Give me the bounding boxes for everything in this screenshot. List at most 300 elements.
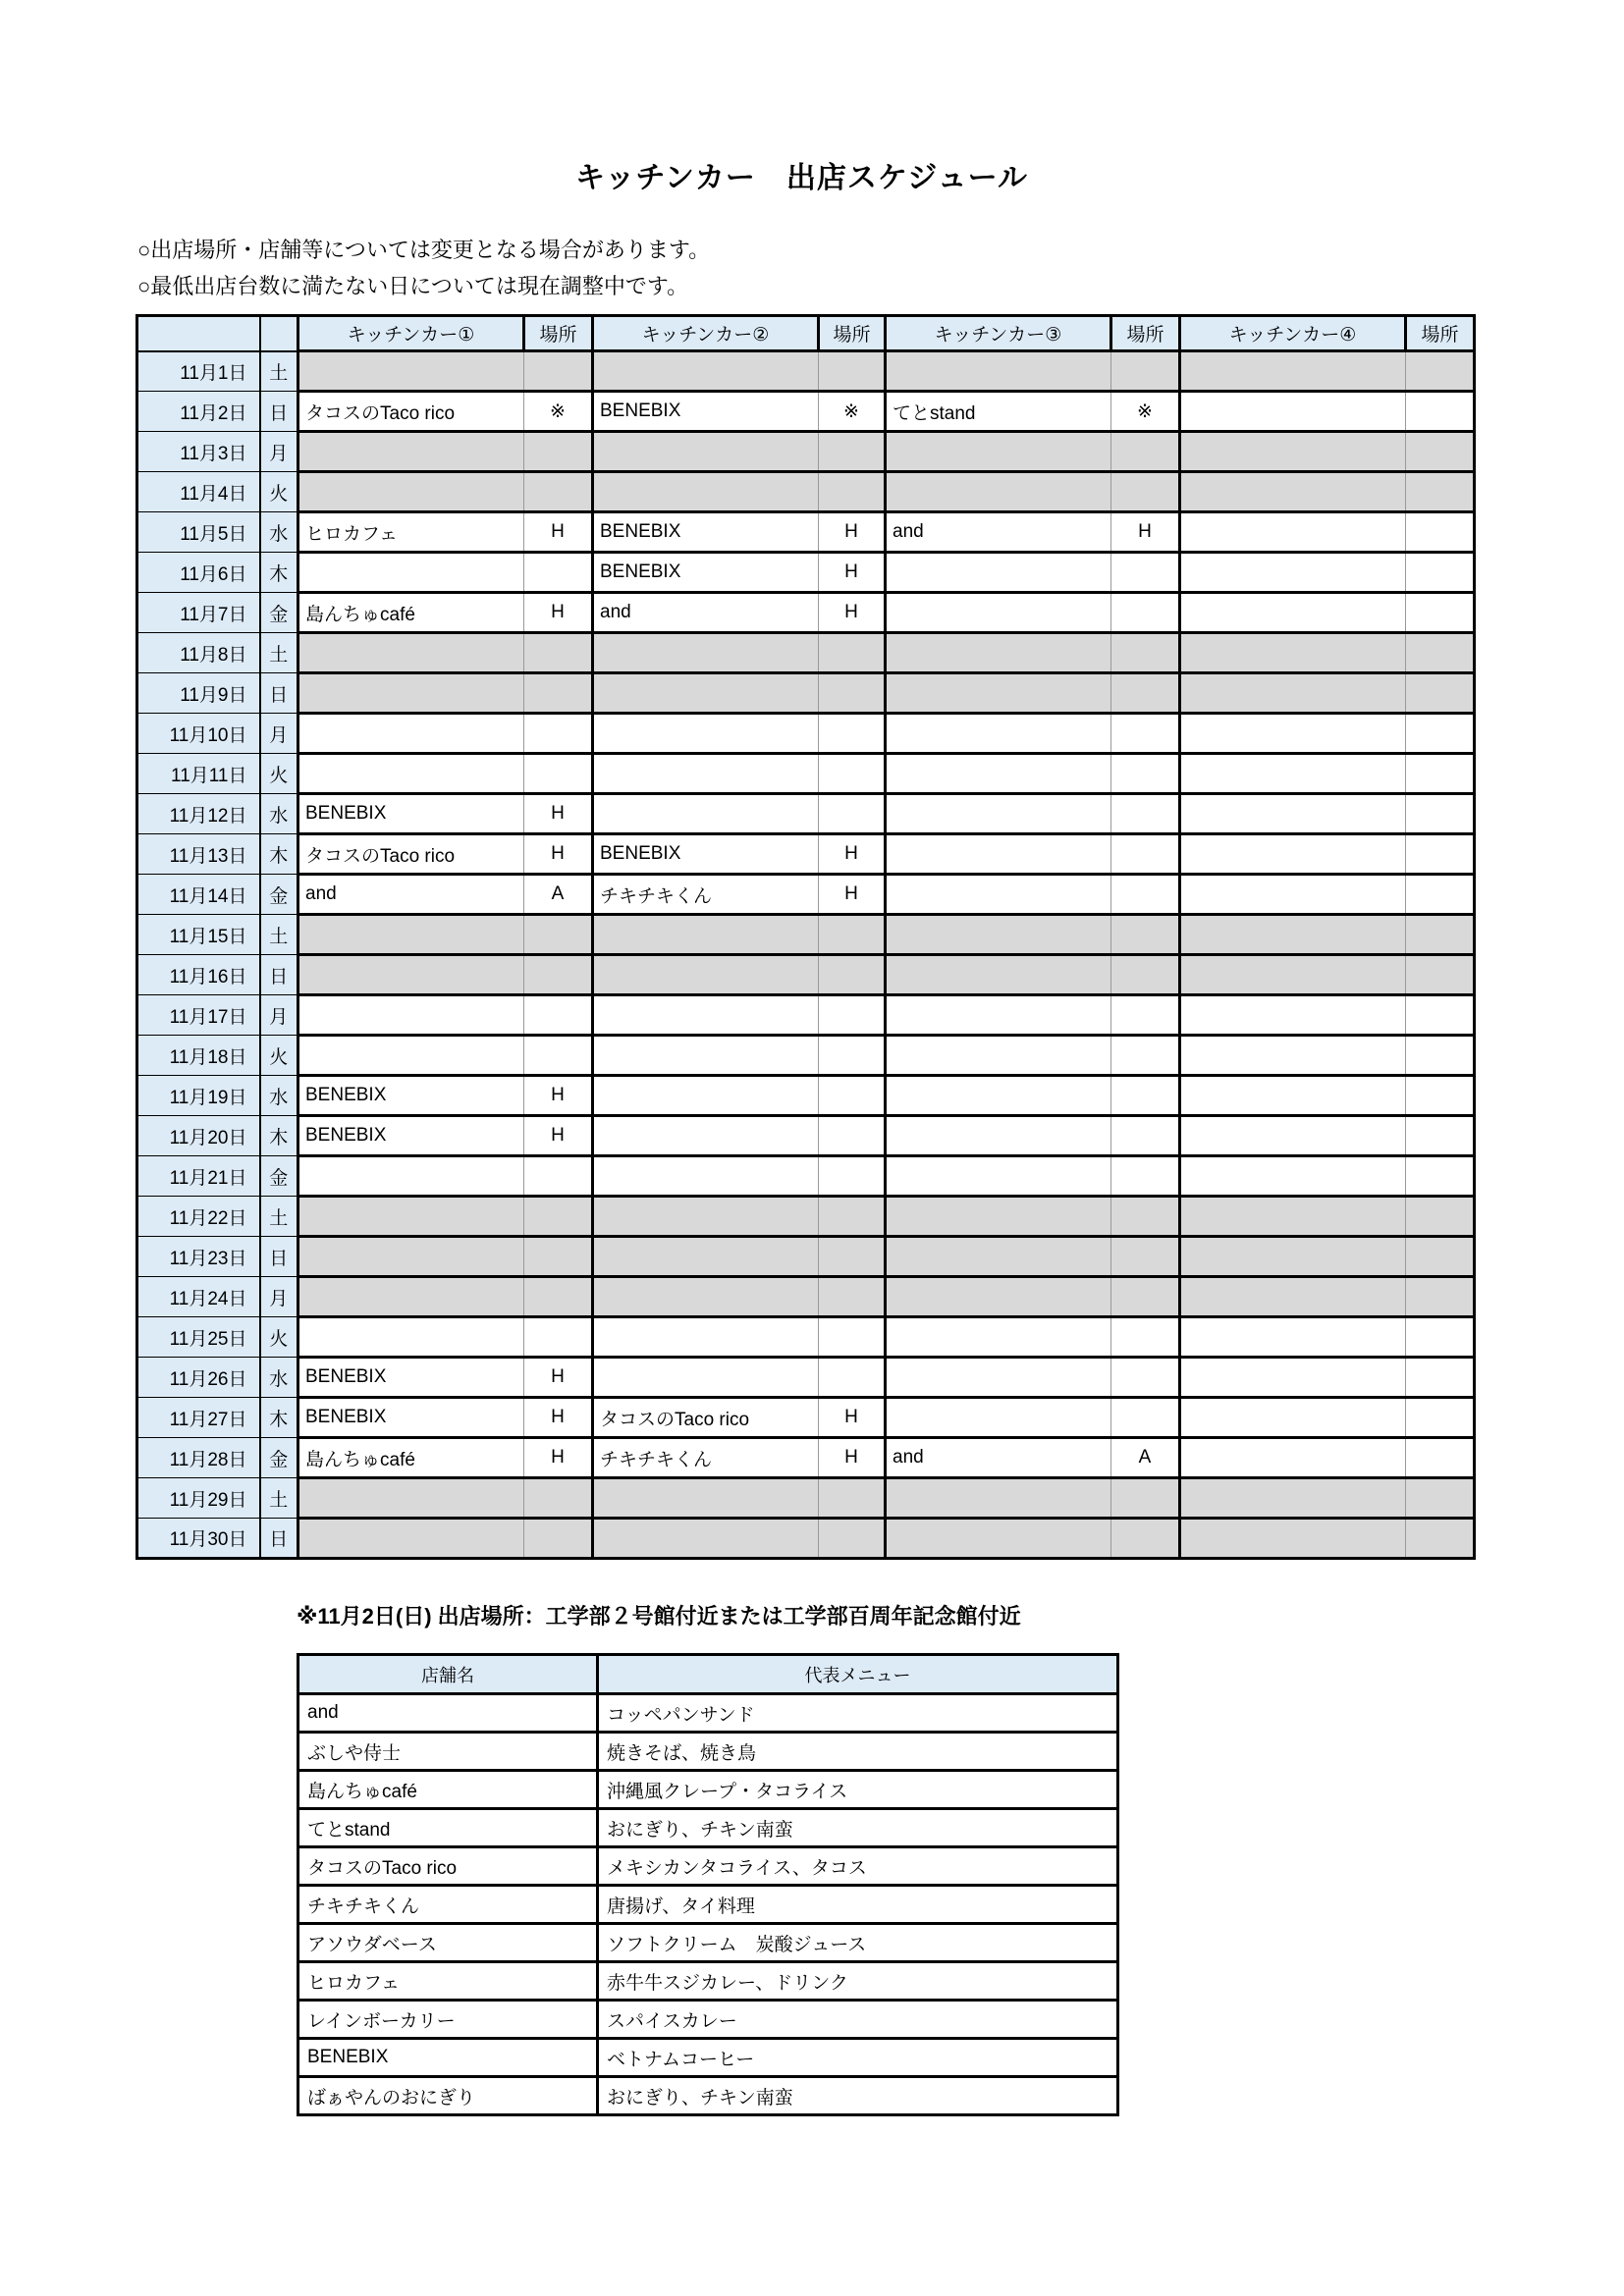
location-cell-2 (819, 1277, 886, 1317)
kitchen-cell-2: BENEBIX (593, 392, 819, 432)
kitchen-cell-4 (1180, 915, 1406, 955)
location-cell-2: H (819, 593, 886, 633)
shop-row (298, 1733, 1118, 1771)
shop-row (298, 1694, 1118, 1733)
location-cell-2 (819, 472, 886, 512)
kitchen-cell-3 (886, 553, 1111, 593)
location-cell-4 (1406, 1317, 1475, 1358)
location-cell-3 (1111, 714, 1180, 754)
shop-menu-cell: ソフトクリーム 炭酸ジュース (598, 1924, 1118, 1962)
kitchen-cell-3: and (886, 512, 1111, 553)
kitchen-cell-3 (886, 1036, 1111, 1076)
shop-name-cell: ぶしや侍士 (298, 1733, 598, 1771)
location-cell-4 (1406, 392, 1475, 432)
shop-menu-cell: 焼きそば、焼き鳥 (598, 1733, 1118, 1771)
location-cell-3 (1111, 1076, 1180, 1116)
kitchen-cell-4 (1180, 553, 1406, 593)
kitchen-cell-2: BENEBIX (593, 512, 819, 553)
page-title: キッチンカー 出店スケジュール (574, 162, 1029, 194)
location-cell-3 (1111, 1197, 1180, 1237)
day-cell: 水 (260, 794, 298, 834)
day-cell: 日 (260, 673, 298, 714)
date-cell: 11月30日 (137, 1519, 260, 1559)
kitchen-cell-4 (1180, 875, 1406, 915)
location-cell-1: H (524, 834, 593, 875)
shop-menu-cell: 沖縄風クレープ・タコライス (598, 1771, 1118, 1809)
location-cell-3 (1111, 553, 1180, 593)
location-cell-1: H (524, 1438, 593, 1478)
kitchen-cell-3 (886, 1398, 1111, 1438)
kitchen-cell-4 (1180, 472, 1406, 512)
kitchen-cell-4 (1180, 1277, 1406, 1317)
location-cell-2 (819, 915, 886, 955)
location-cell-3 (1111, 1358, 1180, 1398)
location-cell-1 (524, 1317, 593, 1358)
location-cell-3 (1111, 593, 1180, 633)
kitchen-cell-4 (1180, 995, 1406, 1036)
shop-menu-cell: ベトナムコーヒー (598, 2039, 1118, 2077)
location-cell-1 (524, 1277, 593, 1317)
date-cell: 11月19日 (137, 1076, 260, 1116)
schedule-row (137, 1197, 1475, 1237)
location-cell-3 (1111, 1116, 1180, 1156)
date-cell: 11月11日 (137, 754, 260, 794)
location-cell-3: ※ (1111, 392, 1180, 432)
header-kitchen-2: キッチンカー② (593, 316, 819, 351)
location-cell-1 (524, 1237, 593, 1277)
kitchen-cell-2 (593, 1197, 819, 1237)
kitchen-cell-1 (298, 633, 524, 673)
header-date-blank (137, 316, 260, 351)
day-cell: 月 (260, 714, 298, 754)
location-cell-4 (1406, 472, 1475, 512)
shop-table (297, 1653, 1119, 2116)
shop-row (298, 1924, 1118, 1962)
location-cell-3 (1111, 1317, 1180, 1358)
day-cell: 金 (260, 593, 298, 633)
shop-row (298, 1847, 1118, 1886)
date-cell: 11月9日 (137, 673, 260, 714)
location-cell-1 (524, 1197, 593, 1237)
kitchen-cell-4 (1180, 1036, 1406, 1076)
kitchen-cell-1: BENEBIX (298, 1076, 524, 1116)
schedule-row (137, 1398, 1475, 1438)
header-kitchen-1: キッチンカー① (298, 316, 524, 351)
kitchen-cell-1 (298, 1519, 524, 1559)
shop-row (298, 2077, 1118, 2115)
location-cell-1 (524, 553, 593, 593)
kitchen-cell-1: BENEBIX (298, 794, 524, 834)
kitchen-cell-1 (298, 1277, 524, 1317)
location-cell-1 (524, 955, 593, 995)
date-cell: 11月8日 (137, 633, 260, 673)
location-cell-3 (1111, 834, 1180, 875)
location-cell-4 (1406, 875, 1475, 915)
location-cell-1: H (524, 1358, 593, 1398)
shop-row (298, 1771, 1118, 1809)
kitchen-cell-3 (886, 593, 1111, 633)
day-cell: 火 (260, 754, 298, 794)
kitchen-cell-4 (1180, 1438, 1406, 1478)
location-cell-3 (1111, 351, 1180, 392)
kitchen-cell-1: タコスのTaco rico (298, 834, 524, 875)
location-cell-3 (1111, 1519, 1180, 1559)
location-cell-2 (819, 1197, 886, 1237)
kitchen-cell-4 (1180, 1317, 1406, 1358)
kitchen-cell-2 (593, 995, 819, 1036)
day-cell: 水 (260, 1076, 298, 1116)
kitchen-cell-1 (298, 432, 524, 472)
schedule-row (137, 995, 1475, 1036)
kitchen-cell-4 (1180, 955, 1406, 995)
location-cell-1 (524, 1036, 593, 1076)
kitchen-cell-3 (886, 995, 1111, 1036)
kitchen-cell-4 (1180, 1398, 1406, 1438)
date-cell: 11月4日 (137, 472, 260, 512)
kitchen-cell-3 (886, 794, 1111, 834)
shop-menu-cell: メキシカンタコライス、タコス (598, 1847, 1118, 1886)
location-cell-1: A (524, 875, 593, 915)
kitchen-cell-1: 島んちゅcafé (298, 1438, 524, 1478)
location-cell-2 (819, 714, 886, 754)
header-location-2: 場所 (819, 316, 886, 351)
date-cell: 11月29日 (137, 1478, 260, 1519)
location-cell-4 (1406, 754, 1475, 794)
day-cell: 土 (260, 1478, 298, 1519)
shop-name-cell: ヒロカフェ (298, 1962, 598, 2001)
kitchen-cell-4 (1180, 392, 1406, 432)
kitchen-cell-1 (298, 714, 524, 754)
date-cell: 11月15日 (137, 915, 260, 955)
kitchen-cell-1 (298, 995, 524, 1036)
day-cell: 日 (260, 392, 298, 432)
location-cell-2 (819, 1237, 886, 1277)
day-cell: 土 (260, 915, 298, 955)
location-cell-4 (1406, 633, 1475, 673)
date-cell: 11月20日 (137, 1116, 260, 1156)
date-cell: 11月10日 (137, 714, 260, 754)
kitchen-cell-1 (298, 1478, 524, 1519)
date-cell: 11月22日 (137, 1197, 260, 1237)
kitchen-cell-3 (886, 1237, 1111, 1277)
schedule-row (137, 1438, 1475, 1478)
footnote-nov2-location: ※11月2日(日) 出店場所：工学部２号館付近または工学部百周年記念館付近 (297, 1604, 1021, 1629)
kitchen-cell-4 (1180, 1197, 1406, 1237)
shop-name-cell: レインボーカリー (298, 2001, 598, 2039)
kitchen-cell-3 (886, 754, 1111, 794)
schedule-row (137, 1237, 1475, 1277)
day-cell: 木 (260, 553, 298, 593)
location-cell-4 (1406, 1237, 1475, 1277)
date-cell: 11月14日 (137, 875, 260, 915)
date-cell: 11月21日 (137, 1156, 260, 1197)
schedule-row (137, 673, 1475, 714)
location-cell-4 (1406, 995, 1475, 1036)
location-cell-1 (524, 472, 593, 512)
kitchen-cell-2: タコスのTaco rico (593, 1398, 819, 1438)
schedule-row (137, 714, 1475, 754)
location-cell-4 (1406, 1358, 1475, 1398)
day-cell: 金 (260, 1438, 298, 1478)
location-cell-3 (1111, 673, 1180, 714)
shop-row (298, 1809, 1118, 1847)
kitchen-cell-1 (298, 915, 524, 955)
location-cell-3: A (1111, 1438, 1180, 1478)
kitchen-cell-4 (1180, 593, 1406, 633)
day-cell: 日 (260, 1519, 298, 1559)
location-cell-4 (1406, 1076, 1475, 1116)
location-cell-1: H (524, 512, 593, 553)
schedule-row (137, 1036, 1475, 1076)
kitchen-cell-4 (1180, 673, 1406, 714)
location-cell-1 (524, 754, 593, 794)
location-cell-3 (1111, 633, 1180, 673)
kitchen-cell-1: and (298, 875, 524, 915)
kitchen-cell-4 (1180, 754, 1406, 794)
kitchen-cell-2: チキチキくん (593, 1438, 819, 1478)
location-cell-2 (819, 995, 886, 1036)
date-cell: 11月17日 (137, 995, 260, 1036)
kitchen-cell-4 (1180, 512, 1406, 553)
shop-row (298, 2001, 1118, 2039)
schedule-row (137, 1317, 1475, 1358)
date-cell: 11月1日 (137, 351, 260, 392)
location-cell-1: H (524, 593, 593, 633)
kitchen-cell-3 (886, 955, 1111, 995)
kitchen-cell-4 (1180, 794, 1406, 834)
location-cell-4 (1406, 1277, 1475, 1317)
location-cell-4 (1406, 714, 1475, 754)
location-cell-4 (1406, 1116, 1475, 1156)
location-cell-3 (1111, 794, 1180, 834)
location-cell-2 (819, 1076, 886, 1116)
kitchen-cell-2 (593, 351, 819, 392)
kitchen-cell-4 (1180, 633, 1406, 673)
kitchen-cell-4 (1180, 1358, 1406, 1398)
schedule-row (137, 955, 1475, 995)
shop-row (298, 1886, 1118, 1924)
schedule-row (137, 1076, 1475, 1116)
kitchen-cell-2 (593, 1036, 819, 1076)
kitchen-cell-1: BENEBIX (298, 1358, 524, 1398)
location-cell-2 (819, 1116, 886, 1156)
schedule-row (137, 1478, 1475, 1519)
schedule-row (137, 834, 1475, 875)
kitchen-cell-4 (1180, 1478, 1406, 1519)
kitchen-cell-3: てとstand (886, 392, 1111, 432)
schedule-row (137, 553, 1475, 593)
location-cell-3: H (1111, 512, 1180, 553)
location-cell-2 (819, 794, 886, 834)
location-cell-3 (1111, 955, 1180, 995)
day-cell: 日 (260, 955, 298, 995)
kitchen-cell-1 (298, 472, 524, 512)
schedule-row (137, 1358, 1475, 1398)
shop-row (298, 1962, 1118, 2001)
kitchen-cell-3 (886, 472, 1111, 512)
location-cell-1 (524, 1478, 593, 1519)
location-cell-4 (1406, 1156, 1475, 1197)
location-cell-3 (1111, 432, 1180, 472)
kitchen-cell-1: BENEBIX (298, 1116, 524, 1156)
kitchen-cell-1 (298, 553, 524, 593)
kitchen-cell-2 (593, 1076, 819, 1116)
location-cell-2 (819, 1519, 886, 1559)
kitchen-cell-2: and (593, 593, 819, 633)
day-cell: 木 (260, 1398, 298, 1438)
kitchen-cell-1 (298, 1237, 524, 1277)
kitchen-cell-3 (886, 1156, 1111, 1197)
note-min-trucks: ○最低出店台数に満たない日については現在調整中です。 (137, 274, 689, 298)
location-cell-2: H (819, 1438, 886, 1478)
location-cell-4 (1406, 432, 1475, 472)
day-cell: 木 (260, 834, 298, 875)
shop-name-cell: and (298, 1694, 598, 1733)
location-cell-2: H (819, 1398, 886, 1438)
location-cell-1: H (524, 1398, 593, 1438)
location-cell-2 (819, 1036, 886, 1076)
location-cell-1: H (524, 1076, 593, 1116)
shop-menu-cell: スパイスカレー (598, 2001, 1118, 2039)
kitchen-cell-2: BENEBIX (593, 834, 819, 875)
shop-name-cell: 島んちゅcafé (298, 1771, 598, 1809)
date-cell: 11月13日 (137, 834, 260, 875)
schedule-row (137, 1519, 1475, 1559)
date-cell: 11月25日 (137, 1317, 260, 1358)
location-cell-4 (1406, 1478, 1475, 1519)
kitchen-cell-3 (886, 1197, 1111, 1237)
location-cell-2: H (819, 512, 886, 553)
kitchen-cell-1 (298, 351, 524, 392)
location-cell-4 (1406, 794, 1475, 834)
kitchen-cell-1: ヒロカフェ (298, 512, 524, 553)
location-cell-4 (1406, 1519, 1475, 1559)
kitchen-cell-3 (886, 673, 1111, 714)
date-cell: 11月16日 (137, 955, 260, 995)
kitchen-cell-4 (1180, 1237, 1406, 1277)
location-cell-4 (1406, 1036, 1475, 1076)
shop-header-menu: 代表メニュー (598, 1655, 1118, 1694)
location-cell-3 (1111, 875, 1180, 915)
day-cell: 水 (260, 512, 298, 553)
location-cell-1 (524, 714, 593, 754)
schedule-row (137, 794, 1475, 834)
kitchen-cell-3 (886, 1358, 1111, 1398)
kitchen-cell-3 (886, 834, 1111, 875)
kitchen-cell-2 (593, 633, 819, 673)
kitchen-cell-2 (593, 754, 819, 794)
schedule-row (137, 875, 1475, 915)
date-cell: 11月27日 (137, 1398, 260, 1438)
day-cell: 月 (260, 432, 298, 472)
location-cell-3 (1111, 915, 1180, 955)
location-cell-3 (1111, 1237, 1180, 1277)
day-cell: 火 (260, 1317, 298, 1358)
location-cell-4 (1406, 915, 1475, 955)
location-cell-3 (1111, 1156, 1180, 1197)
location-cell-2 (819, 1317, 886, 1358)
kitchen-cell-2 (593, 1237, 819, 1277)
day-cell: 日 (260, 1237, 298, 1277)
location-cell-2 (819, 1358, 886, 1398)
shop-name-cell: BENEBIX (298, 2039, 598, 2077)
location-cell-2 (819, 754, 886, 794)
kitchen-cell-1 (298, 673, 524, 714)
location-cell-2 (819, 673, 886, 714)
date-cell: 11月23日 (137, 1237, 260, 1277)
shop-name-cell: アソウダベース (298, 1924, 598, 1962)
location-cell-3 (1111, 1478, 1180, 1519)
header-kitchen-4: キッチンカー④ (1180, 316, 1406, 351)
location-cell-3 (1111, 472, 1180, 512)
location-cell-2: H (819, 875, 886, 915)
kitchen-cell-2 (593, 915, 819, 955)
kitchen-cell-2 (593, 1358, 819, 1398)
kitchen-cell-2: BENEBIX (593, 553, 819, 593)
header-location-4: 場所 (1406, 316, 1475, 351)
shop-menu-cell: 唐揚げ、タイ料理 (598, 1886, 1118, 1924)
location-cell-1 (524, 995, 593, 1036)
kitchen-cell-2: チキチキくん (593, 875, 819, 915)
kitchen-cell-2 (593, 714, 819, 754)
header-location-3: 場所 (1111, 316, 1180, 351)
date-cell: 11月7日 (137, 593, 260, 633)
location-cell-3 (1111, 754, 1180, 794)
kitchen-cell-3 (886, 915, 1111, 955)
kitchen-cell-2 (593, 1277, 819, 1317)
shop-menu-cell: おにぎり、チキン南蛮 (598, 2077, 1118, 2115)
kitchen-cell-3 (886, 633, 1111, 673)
location-cell-4 (1406, 1438, 1475, 1478)
location-cell-4 (1406, 512, 1475, 553)
shop-name-cell: てとstand (298, 1809, 598, 1847)
day-cell: 土 (260, 633, 298, 673)
shop-header-name: 店舗名 (298, 1655, 598, 1694)
location-cell-1 (524, 1519, 593, 1559)
day-cell: 金 (260, 1156, 298, 1197)
day-cell: 木 (260, 1116, 298, 1156)
schedule-row (137, 392, 1475, 432)
day-cell: 土 (260, 1197, 298, 1237)
shop-name-cell: チキチキくん (298, 1886, 598, 1924)
location-cell-1 (524, 432, 593, 472)
kitchen-cell-4 (1180, 1116, 1406, 1156)
location-cell-2 (819, 1478, 886, 1519)
schedule-row (137, 1156, 1475, 1197)
location-cell-4 (1406, 673, 1475, 714)
header-location-1: 場所 (524, 316, 593, 351)
kitchen-cell-3 (886, 714, 1111, 754)
location-cell-4 (1406, 553, 1475, 593)
kitchen-cell-2 (593, 955, 819, 995)
schedule-row (137, 593, 1475, 633)
location-cell-2: ※ (819, 392, 886, 432)
location-cell-2 (819, 955, 886, 995)
day-cell: 月 (260, 995, 298, 1036)
schedule-row (137, 472, 1475, 512)
header-day-blank (260, 316, 298, 351)
kitchen-cell-2 (593, 794, 819, 834)
location-cell-2 (819, 351, 886, 392)
schedule-row (137, 915, 1475, 955)
shop-row (298, 2039, 1118, 2077)
kitchen-cell-4 (1180, 432, 1406, 472)
shop-name-cell: ばぁやんのおにぎり (298, 2077, 598, 2115)
date-cell: 11月24日 (137, 1277, 260, 1317)
day-cell: 水 (260, 1358, 298, 1398)
location-cell-3 (1111, 1277, 1180, 1317)
shop-menu-cell: 赤牛牛スジカレー、ドリンク (598, 1962, 1118, 2001)
